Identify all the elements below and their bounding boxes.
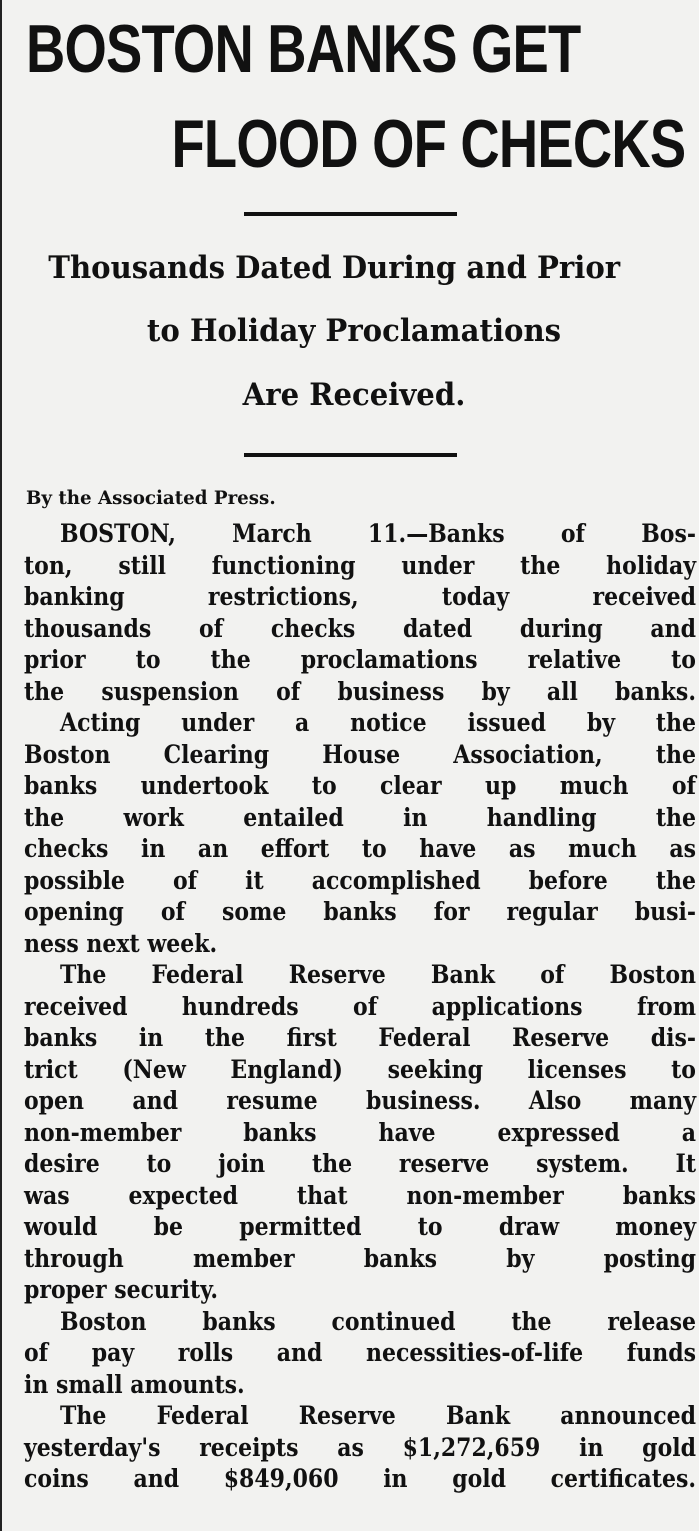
body-line-text: desire to join the reserve system. It xyxy=(24,1149,696,1178)
byline: By the Associated Press. xyxy=(26,487,276,509)
body-line-text: would be permitted to draw money xyxy=(24,1212,696,1241)
body-line-text: the suspension of business by all banks. xyxy=(24,676,696,706)
body-line xyxy=(24,1306,696,1338)
body-line xyxy=(24,1337,696,1369)
body-line-text: banking restrictions, today received xyxy=(24,582,696,611)
body-line xyxy=(24,802,696,834)
body-line-text: the work entailed in handling the xyxy=(24,802,696,832)
body-line xyxy=(24,833,696,865)
headline-line-2: FLOOD OF CHECKS xyxy=(171,106,685,182)
body-line-text: coins and $849,060 in gold certificates. xyxy=(24,1464,696,1493)
body-line-text: banks undertook to clear up much of xyxy=(24,771,696,800)
deck-line-2: to Holiday Proclamations xyxy=(146,313,562,349)
body-line-text: possible of it accomplished before the xyxy=(24,865,696,895)
body-line-text: prior to the proclamations relative to xyxy=(24,645,696,674)
body-line xyxy=(24,1432,696,1464)
body-line-text: thousands of checks dated during and xyxy=(24,613,696,643)
body-line-text: The Federal Reserve Bank announced xyxy=(60,1401,696,1430)
body-line-text: banks in the first Federal Reserve dis- xyxy=(24,1023,696,1052)
divider-rule-top xyxy=(244,212,457,216)
deck-line-3: Are Received. xyxy=(242,377,466,413)
body-line xyxy=(24,1463,696,1495)
body-line xyxy=(24,613,696,645)
body-line xyxy=(24,644,696,676)
body-line-text: checks in an effort to have as much as xyxy=(24,834,696,863)
body-line-text: open and resume business. Also many xyxy=(24,1086,696,1115)
body-line-text: Boston Clearing House Association, the xyxy=(24,739,696,769)
body-line-text: ness next week. xyxy=(24,928,218,958)
body-line-text: proper security. xyxy=(24,1275,219,1304)
body-line-text: non-member banks have expressed a xyxy=(24,1117,696,1147)
article-body xyxy=(24,518,696,1495)
body-line-text: through member banks by posting xyxy=(24,1243,696,1273)
body-line xyxy=(24,1148,696,1180)
headline-line-1: BOSTON BANKS GET xyxy=(26,11,581,87)
body-line xyxy=(24,1400,696,1432)
body-line-text: Acting under a notice issued by the xyxy=(60,708,696,737)
body-line xyxy=(24,1022,696,1054)
body-line-text: opening of some banks for regular busi- xyxy=(24,897,696,926)
body-line-text: was expected that non-member banks xyxy=(24,1180,696,1210)
body-line xyxy=(24,1211,696,1243)
body-line-text: Boston banks continued the release xyxy=(60,1306,696,1336)
body-line xyxy=(24,1117,696,1149)
body-line xyxy=(24,959,696,991)
body-line xyxy=(24,865,696,897)
body-line-text: of pay rolls and necessities-of-life funds xyxy=(24,1338,696,1367)
body-line xyxy=(24,896,696,928)
body-line xyxy=(24,739,696,771)
body-line xyxy=(24,991,696,1023)
body-line xyxy=(24,1054,696,1086)
body-line-text: trict (New England) seeking licenses to xyxy=(24,1054,696,1084)
body-line xyxy=(24,1243,696,1275)
body-line xyxy=(24,928,696,960)
body-line xyxy=(24,707,696,739)
body-line xyxy=(24,770,696,802)
divider-rule-bottom xyxy=(244,453,457,457)
body-line xyxy=(24,676,696,708)
body-line xyxy=(24,581,696,613)
body-line-text: ton, still functioning under the holiday xyxy=(24,550,696,580)
body-line-text: The Federal Reserve Bank of Boston xyxy=(60,960,696,989)
body-line xyxy=(24,1085,696,1117)
body-line-text: BOSTON, March 11.—Banks of Bos- xyxy=(60,519,696,548)
body-line xyxy=(24,518,696,550)
body-line-text: in small amounts. xyxy=(24,1369,245,1399)
body-line-text: received hundreds of applications from xyxy=(24,991,696,1021)
body-line xyxy=(24,1180,696,1212)
body-line-text: yesterday's receipts as $1,272,659 in gold xyxy=(24,1432,696,1462)
deck-line-1: Thousands Dated During and Prior xyxy=(48,250,621,286)
body-line xyxy=(24,1369,696,1401)
body-line xyxy=(24,550,696,582)
body-line xyxy=(24,1274,696,1306)
